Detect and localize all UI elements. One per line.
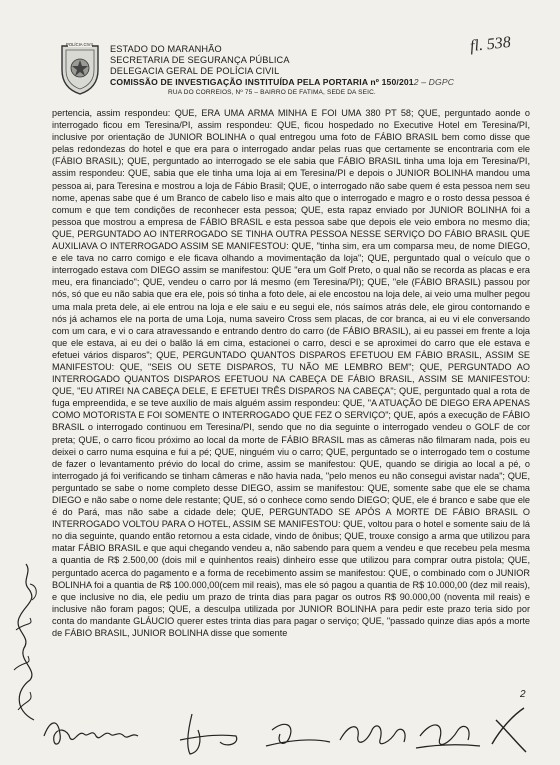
signature-row [40,700,530,760]
margin-signature [4,560,44,730]
signature-3 [266,724,330,746]
header-line-address: RUA DO CORREIOS, Nº 75 – BAIRRO DE FATIMA, SEDE DA SEIC. [168,89,376,96]
signature-2 [180,714,237,754]
folio-stamp: fl. 538 [469,33,512,56]
letterhead [110,44,455,97]
signature-6 [492,708,526,752]
commission-handwritten-fill: 2 – DGPC [413,77,455,87]
header-line-state: ESTADO DO MARANHÃO [110,44,222,54]
signature-1 [44,723,138,744]
svg-text:POLÍCIA CIVIL: POLÍCIA CIVIL [66,42,94,47]
testimony-text: pertencia, assim respondeu: QUE, ERA UMA ARMA MINHA E FOI UMA 380 PT 58; QUE, perguntado aonde o interrogado ficou em Teresina/PI, assim respondeu: QUE, ficou hospedado no Executive Hotel em Teresina/PI, inclusive por orientação de JUNIOR BOLINHA o qual entregou uma foto de FÁBIO BRASIL bem como disse que pelas redondezas do hotel e que era para o interrogado andar pelas ruas que certamente se encontraria com ele (FÁBIO BRASIL); QUE, perguntado ao interrogado se ele sabia que FÁBIO BRASIL tinha uma loja em Teresina/PI, assim respondeu: QUE, sabia que ele tinha uma loja ai em Teresina/PI e depois o JUNIOR BOLINHA mandou uma pessoa ai, para Teresina e mostrou a loja de Fábio Brasil; QUE, o interrogado não sabe quem é esta pessoa nem seu nome, apenas sabe que é um Branco de cabelo liso e mais alto que o interrogado e magro e o rosto dessa pessoa é comum e que tem condições de reconhecer esta pessoa; QUE, esta rapaz enviado por JUNIOR BOLINHA foi a pessoa que mostrou a empresa de FÁBIO BRASIL e esta pessoa sabe que depois ele veio embora no mesmo dia; QUE, PERGUNTADO AO INTERROGADO SE TINHA OUTRA PESSOA NESSE SERVIÇO DO FÁBIO BRASIL QUE AUXILIAVA O INTERROGADO ASSIM SE MANIFESTOU: QUE, "tinha sim, era um comparsa meu, de nome DIEGO, e ele tava no carro comigo e ele ficava olhando a movimentação da loja"; QUE, perguntado qual o veículo que o interrogado estava com DIEGO assim se manifestou: QUE "era um Golf Preto, o qual não se recorda as placas e era meu, era financiado"; QUE, vendeu o carro por lá mesmo (em Teresina/PI); QUE, "ele (FÁBIO BRASIL) passou por nós, só que eu não sabia que era ele, pois só tinha a foto dele, ai ele encostou na loja dele, ai veio uma mulher pegou uma mala preta dele, ai ele entrou na loja e ele saiu e eu segui ele, nós saímos atrás dele, ele girou contornando e nós já achamos ele na porta de uma Loja, numa saveiro Cross sem placas, de cor branca, ai eu vi ele conversando com um cara, e vi o cara atravessando e entrando dentro do carro (de FÁBIO BRASIL), ai eu passei em frente a loja que ele estava, ai eu dei o balão lá em cima, estacionei o carro, desci e se aproximei do carro que ele estava e efetuei vários disparos"; QUE, PERGUNTADO QUANTOS DISPAROS EFETUOU EM FÁBIO BRASIL, ASSIM SE MANIFESTOU: QUE, "SEIS OU SETE DISPAROS, TU NÃO ME LEMBRO BEM"; QUE, PERGUNTADO AO INTERROGADO QUANTOS DISPAROS EFETUOU NA CABEÇA DE FÁBIO BRASIL, ASSIM SE MANIFESTOU: QUE, "EU ATIREI NA CABEÇA DELE, E EFETUEI TRÊS DISPAROS NA CABEÇA"; QUE, perguntado qual a rota de fuga empreendida, e se teve auxílio de mais alguém assim respondeu: QUE, "A ATUAÇÃO DE DIEGO ERA APENAS COMO MOTORISTA E FOI SOMENTE O INTERROGADO QUE FEZ O SERVIÇO"; QUE, após a execução de FÁBIO BRASIL o interrogado continuou em Teresina/PI, sendo que no dia seguinte o interrogado vendeu o GOLF de cor preta; QUE, o carro ficou próximo ao local da morte de FÁBIO BRASIL mas as câmeras não filmaram nada, pois eu deixei o carro numa esquina e fui a pé; QUE, ninguém viu o carro; QUE, perguntado se o interrogado tem o costume de fazer o levantamento prévio do local do crime, assim se manifestou: QUE, quando se dirigia ao local a pé, o interrogado já foi verificando se tinham câmeras e não havia nada, "pelo menos eu não consegui avistar nada"; QUE, perguntado se sabe o nome completo desse DIEGO, assim se manifestou: QUE, somente sabe que ele se chama DIEGO e não sabe o nome dele restante; QUE, só o conhece como sendo DIEGO; QUE, ele é branco e sabe que ele é do Pará, mas não sabe a cidade dele; QUE, PERGUNTADO SE APÓS A MORTE DE FÁBIO BRASIL O INTERROGADO VOLTOU PARA O HOTEL, ASSIM SE MANIFESTOU: QUE, voltou para o hotel e somente saiu de lá no dia seguinte, quando então retornou a esta cidade, vindo de ônibus; QUE, trouxe consigo a arma que utilizou para matar FÁBIO BRASIL e que aqui chegando vendeu a, não sabendo para quem a vendeu e que recebeu pela mesma a quantia de R$ 2.500,00 (dois mil e quinhentos reais) dinheiro esse que utilizou para comprar outra pistola; QUE, perguntado acerca do pagamento e a forma de recebimento assim se manifestou: QUE, o combinado com o JUNIOR BOLINHA foi a quantia de R$ 100.000,00(cem mil reais), mas ele só pagou a quantia de R$ 10.000,00 (dez mil reais), e que inclusive no dia, ele pediu um prazo de trinta dias para pagar os outros R$ 90.000,00 (noventa mil reais) e inclusive não foram pagos; QUE, a desculpa utilizada por JUNIOR BOLINHA para pedir este prazo teria sido por conta do mandante GLÁUCIO querer estes trinta dias para pagar o serviço; QUE, "passado quinze dias após a morte de FÁBIO BRASIL, JUNIOR BOLINHA disse que somente [52,108,530,639]
header-line-delegacy: DELEGACIA GERAL DE POLÍCIA CIVIL [110,66,280,76]
header-line-secretariat: SECRETARIA DE SEGURANÇA PÚBLICA [110,55,290,65]
commission-text: COMISSÃO DE INVESTIGAÇÃO INSTITUÍDA PELA PORTARIA nº 150/201 [110,77,414,87]
signature-5 [416,725,480,748]
page-mark: 2 [520,689,526,700]
signature-4 [340,726,405,744]
police-seal-logo [58,40,102,96]
header-line-commission [110,77,455,88]
